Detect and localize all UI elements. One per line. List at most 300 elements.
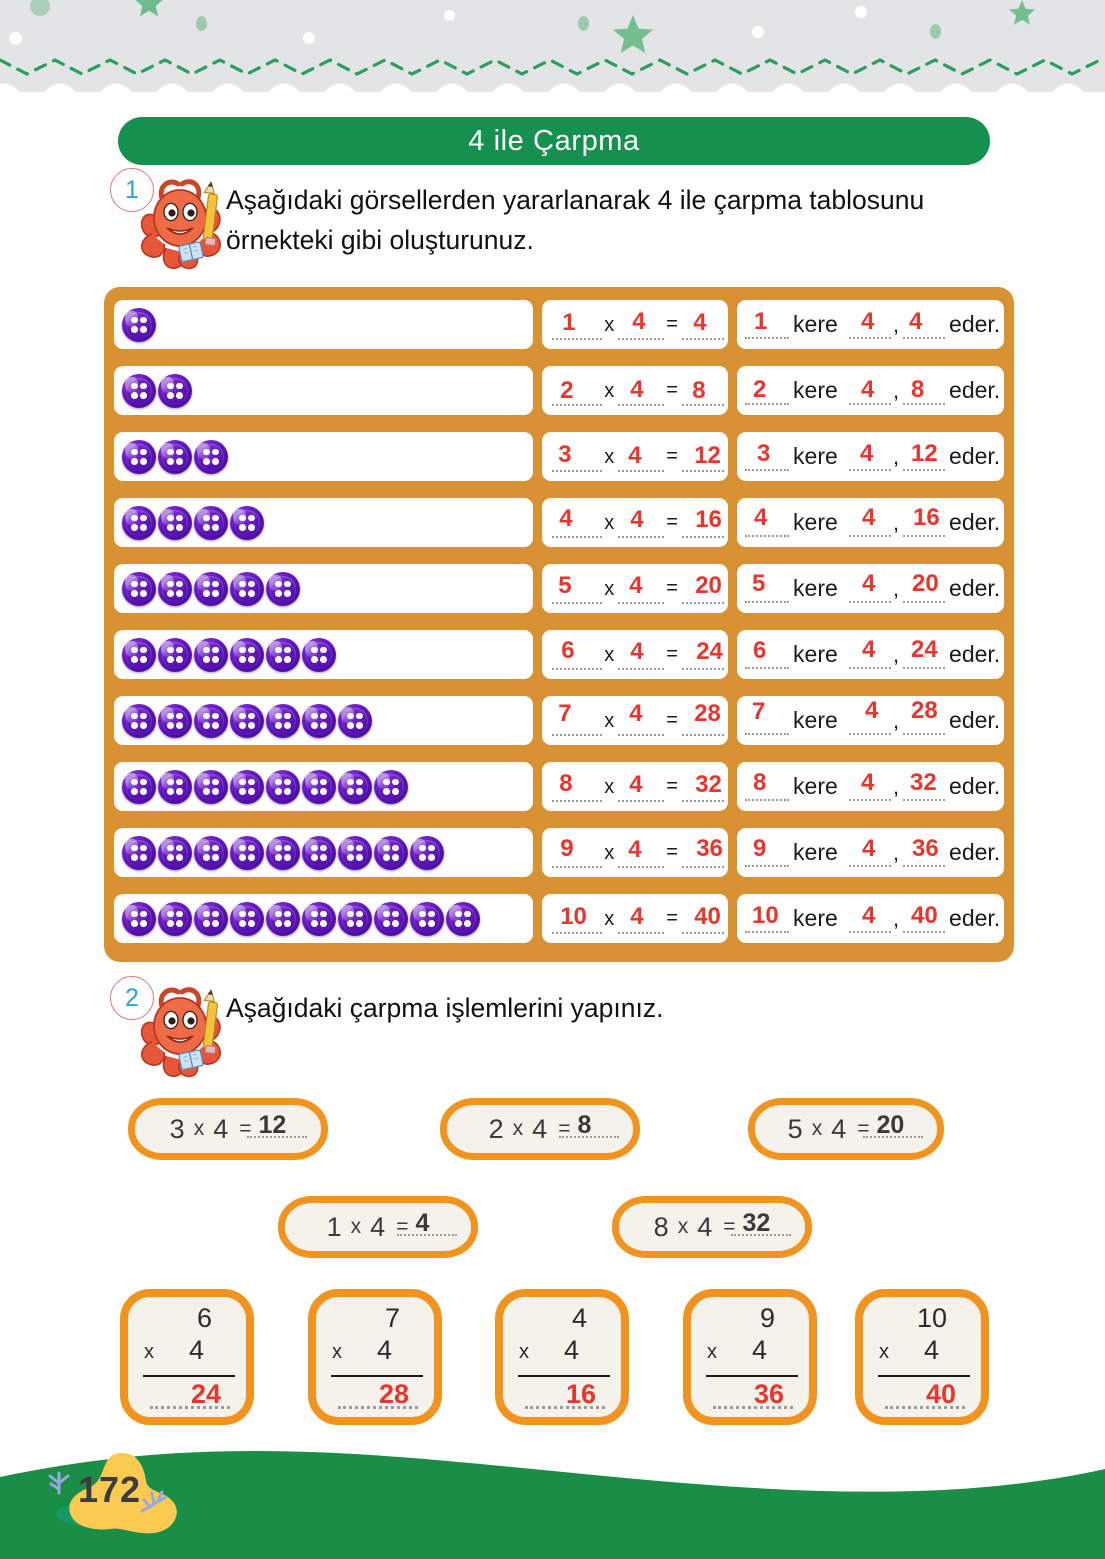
dot-decoration <box>855 6 867 18</box>
button-holes <box>167 779 183 795</box>
comma-symbol: , <box>893 312 900 337</box>
mascot-container-1 <box>104 172 226 272</box>
purple-button-counter-icon <box>410 902 444 936</box>
sentence-multiplier: 4 <box>862 835 876 862</box>
page-title: 4 ile Çarpma <box>468 124 640 157</box>
equation-cell[interactable] <box>542 366 728 415</box>
bubble-times-symbol: x <box>811 1117 823 1140</box>
word-eder: eder. <box>949 839 1001 865</box>
equation-factor: 8 <box>559 770 573 797</box>
sum-times-symbol: x <box>144 1341 154 1363</box>
bubble-equals-symbol: = <box>239 1117 252 1140</box>
word-eder: eder. <box>949 377 1001 403</box>
purple-button-counter-icon <box>230 638 264 672</box>
equals-symbol: = <box>666 907 678 929</box>
bubble-factor-a: 3 <box>169 1113 185 1144</box>
sentence-cell[interactable] <box>737 498 1004 547</box>
word-kere: kere <box>793 905 838 931</box>
word-eder: eder. <box>949 311 1001 337</box>
equation-multiplier: 4 <box>629 572 643 599</box>
equation-cell[interactable] <box>542 894 728 943</box>
multiply-symbol: x <box>604 512 615 534</box>
word-kere: kere <box>793 641 838 667</box>
decorative-header-band <box>0 0 1105 92</box>
button-holes <box>131 911 147 927</box>
button-holes <box>167 647 183 663</box>
button-holes <box>131 317 147 333</box>
equation-product: 12 <box>694 442 721 469</box>
button-holes <box>311 647 327 663</box>
button-holes <box>167 845 183 861</box>
purple-button-counter-icon <box>194 572 228 606</box>
sum-second-number: 4 <box>563 1335 579 1365</box>
multiply-symbol: x <box>604 842 615 864</box>
comma-symbol: , <box>893 378 900 403</box>
button-holes <box>203 581 219 597</box>
button-holes <box>347 713 363 729</box>
vertical-multiplication-card[interactable] <box>308 1289 442 1425</box>
bubble-equals-symbol: = <box>723 1215 736 1238</box>
sum-second-number: 4 <box>923 1335 939 1365</box>
sum-top-number: 10 <box>916 1303 947 1333</box>
purple-button-counter-icon <box>122 902 156 936</box>
button-holes <box>203 911 219 927</box>
sentence-factor: 8 <box>753 769 767 796</box>
sum-second-number: 4 <box>376 1335 392 1365</box>
equation-multiplier: 4 <box>632 308 646 335</box>
bubble-factor-a: 8 <box>653 1211 669 1242</box>
multiplication-bubble[interactable] <box>278 1196 478 1258</box>
bubble-times-symbol: x <box>512 1117 524 1140</box>
button-holes <box>131 647 147 663</box>
equation-multiplier: 4 <box>630 506 644 533</box>
equation-product: 40 <box>694 903 721 930</box>
star-icon <box>132 0 166 20</box>
dot-decoration <box>196 16 207 31</box>
word-kere: kere <box>793 443 838 469</box>
button-holes <box>275 845 291 861</box>
equation-multiplier: 4 <box>630 638 644 665</box>
purple-button-counter-icon <box>122 836 156 870</box>
multiply-symbol: x <box>604 908 615 930</box>
equals-symbol: = <box>666 841 678 863</box>
equation-multiplier: 4 <box>629 700 643 727</box>
purple-button-counter-icon <box>302 638 336 672</box>
equation-factor: 7 <box>558 700 572 727</box>
equation-factor: 3 <box>558 441 572 468</box>
equation-cell[interactable] <box>542 828 728 877</box>
sentence-product: 12 <box>911 440 938 467</box>
purple-button-counter-icon <box>122 374 156 408</box>
equals-symbol: = <box>666 379 678 401</box>
word-kere: kere <box>793 575 838 601</box>
equation-multiplier: 4 <box>630 376 644 403</box>
purple-button-counter-icon <box>446 902 480 936</box>
sum-divider-line <box>331 1375 423 1377</box>
table-row <box>114 560 1004 617</box>
equation-cell[interactable] <box>542 630 728 679</box>
purple-button-counter-icon <box>122 704 156 738</box>
equation-factor: 2 <box>560 377 574 404</box>
sum-dotted-line <box>713 1406 793 1409</box>
purple-button-counter-icon <box>266 704 300 738</box>
button-holes <box>167 449 183 465</box>
dot-decoration <box>303 32 315 44</box>
button-holes <box>239 713 255 729</box>
button-holes <box>275 713 291 729</box>
bubble-factor-b: 4 <box>831 1113 847 1144</box>
bubble-times-symbol: x <box>193 1117 205 1140</box>
instruction-text-1: Aşağıdaki görsellerden yararlanarak 4 ile çarpma tablosunu örnekteki gibi oluşturunuz. <box>226 185 925 255</box>
button-holes <box>203 449 219 465</box>
leaf-decoration <box>44 1467 74 1497</box>
counters-cell <box>114 762 533 811</box>
button-holes <box>311 845 327 861</box>
sentence-multiplier: 4 <box>861 769 875 796</box>
equation-factor: 10 <box>560 903 587 930</box>
button-holes <box>167 581 183 597</box>
purple-button-counter-icon <box>302 902 336 936</box>
vertical-multiplication-card[interactable] <box>495 1289 629 1425</box>
multiply-symbol: x <box>604 578 615 600</box>
sum-top-number: 6 <box>196 1303 212 1333</box>
purple-button-counter-icon <box>194 704 228 738</box>
sentence-factor: 5 <box>752 570 766 597</box>
purple-button-counter-icon <box>194 506 228 540</box>
purple-button-counter-icon <box>230 770 264 804</box>
word-eder: eder. <box>949 707 1001 733</box>
button-holes <box>419 911 435 927</box>
purple-button-counter-icon <box>158 638 192 672</box>
equation-product: 24 <box>696 638 723 665</box>
equation-multiplier: 4 <box>629 771 643 798</box>
equals-symbol: = <box>666 577 678 599</box>
button-holes <box>419 845 435 861</box>
equation-factor: 4 <box>559 505 573 532</box>
sentence-product: 28 <box>911 697 938 724</box>
equation-product: 32 <box>695 771 722 798</box>
equation-cell[interactable] <box>542 498 728 547</box>
equation-cell[interactable] <box>542 696 728 745</box>
word-kere: kere <box>793 509 838 535</box>
word-kere: kere <box>793 311 838 337</box>
multiplication-bubble[interactable] <box>612 1196 812 1258</box>
sentence-cell[interactable] <box>737 432 1004 481</box>
sum-times-symbol: x <box>332 1341 342 1363</box>
dot-decoration <box>578 16 589 31</box>
button-holes <box>131 779 147 795</box>
word-eder: eder. <box>949 575 1001 601</box>
exercise-number-badge-1 <box>110 168 154 212</box>
table-row <box>114 494 1004 551</box>
button-holes <box>239 911 255 927</box>
sum-answer: 40 <box>925 1379 956 1409</box>
counters-cell <box>114 300 533 349</box>
button-holes <box>203 779 219 795</box>
multiplication-table <box>104 287 1014 962</box>
purple-button-counter-icon <box>266 770 300 804</box>
counters-cell <box>114 696 533 745</box>
counters-cell <box>114 498 533 547</box>
page-number: 172 <box>78 1469 142 1510</box>
equation-cell[interactable] <box>542 300 728 349</box>
sum-top-number: 7 <box>384 1303 400 1333</box>
sentence-product: 4 <box>909 308 923 335</box>
multiply-symbol: x <box>604 314 615 336</box>
equation-product: 36 <box>696 835 723 862</box>
sentence-factor: 10 <box>752 902 779 929</box>
table-row <box>114 824 1004 881</box>
sentence-multiplier: 4 <box>862 570 876 597</box>
button-holes <box>383 845 399 861</box>
multiplication-bubble[interactable] <box>128 1098 328 1160</box>
button-holes <box>275 647 291 663</box>
multiply-symbol: x <box>604 446 615 468</box>
vertical-multiplication-card[interactable] <box>683 1289 817 1425</box>
equation-factor: 5 <box>558 572 572 599</box>
sum-answer: 16 <box>565 1379 596 1409</box>
purple-button-counter-icon <box>266 902 300 936</box>
purple-button-counter-icon <box>230 902 264 936</box>
word-eder: eder. <box>949 905 1001 931</box>
sentence-product: 8 <box>911 376 925 403</box>
bubble-factor-b: 4 <box>370 1211 386 1242</box>
vertical-multiplication-card[interactable] <box>120 1289 254 1425</box>
exercise-number-1: 1 <box>125 175 139 204</box>
page-footer <box>0 1429 1105 1559</box>
purple-button-counter-icon <box>158 902 192 936</box>
word-kere: kere <box>793 377 838 403</box>
answer-dotted-line <box>559 1136 619 1138</box>
bubble-times-symbol: x <box>677 1215 689 1238</box>
sentence-product: 40 <box>911 902 938 929</box>
sum-answer: 24 <box>190 1379 221 1409</box>
sentence-multiplier: 4 <box>861 308 875 335</box>
sum-dotted-line <box>150 1406 230 1409</box>
comma-symbol: , <box>893 840 900 865</box>
bubble-times-symbol: x <box>350 1215 362 1238</box>
sentence-factor: 2 <box>753 376 767 403</box>
sum-answer: 36 <box>753 1379 784 1409</box>
purple-button-counter-icon <box>122 440 156 474</box>
table-row <box>114 890 1004 947</box>
purple-button-counter-icon <box>302 704 336 738</box>
button-holes <box>239 515 255 531</box>
button-holes <box>131 383 147 399</box>
answer-dotted-line <box>731 1234 791 1236</box>
equals-symbol: = <box>666 313 678 335</box>
sentence-cell[interactable] <box>737 564 1004 613</box>
purple-button-counter-icon <box>194 836 228 870</box>
multiply-symbol: x <box>604 380 615 402</box>
comma-symbol: , <box>893 444 900 469</box>
purple-button-counter-icon <box>374 770 408 804</box>
button-holes <box>203 647 219 663</box>
button-holes <box>311 911 327 927</box>
purple-button-counter-icon <box>194 440 228 474</box>
button-holes <box>455 911 471 927</box>
comma-symbol: , <box>893 774 900 799</box>
sentence-cell[interactable] <box>737 696 1004 745</box>
sentence-cell[interactable] <box>737 366 1004 415</box>
button-holes <box>167 911 183 927</box>
equation-cell[interactable] <box>542 762 728 811</box>
multiply-symbol: x <box>604 710 615 732</box>
purple-button-counter-icon <box>158 704 192 738</box>
sum-answer: 28 <box>378 1379 409 1409</box>
purple-button-counter-icon <box>338 902 372 936</box>
comma-symbol: , <box>893 708 900 733</box>
sum-times-symbol: x <box>707 1341 717 1363</box>
table-row <box>114 758 1004 815</box>
mascot-container-2 <box>104 980 226 1080</box>
multiplication-bubble[interactable] <box>440 1098 640 1160</box>
sum-second-number: 4 <box>751 1335 767 1365</box>
purple-button-counter-icon <box>338 836 372 870</box>
equals-symbol: = <box>666 775 678 797</box>
purple-button-counter-icon <box>122 770 156 804</box>
sentence-cell[interactable] <box>737 762 1004 811</box>
sum-divider-line <box>706 1375 798 1377</box>
bubble-equals-symbol: = <box>396 1215 409 1238</box>
sentence-product: 36 <box>912 835 939 862</box>
bubble-answer: 20 <box>876 1110 905 1139</box>
purple-button-counter-icon <box>122 638 156 672</box>
comma-symbol: , <box>893 906 900 931</box>
equation-product: 20 <box>695 572 722 599</box>
vertical-multiplication-card[interactable] <box>855 1289 989 1425</box>
purple-button-counter-icon <box>158 506 192 540</box>
equals-symbol: = <box>666 709 678 731</box>
sentence-factor: 3 <box>757 440 771 467</box>
purple-button-counter-icon <box>374 836 408 870</box>
purple-button-counter-icon <box>230 836 264 870</box>
button-holes <box>203 845 219 861</box>
purple-button-counter-icon <box>266 638 300 672</box>
purple-button-counter-icon <box>158 374 192 408</box>
button-holes <box>203 713 219 729</box>
sentence-multiplier: 4 <box>865 697 879 724</box>
button-holes <box>167 713 183 729</box>
dot-decoration <box>752 26 764 38</box>
sum-divider-line <box>143 1375 235 1377</box>
bubble-equals-symbol: = <box>558 1117 571 1140</box>
sentence-product: 20 <box>912 570 939 597</box>
bubble-answer: 12 <box>258 1110 287 1139</box>
word-kere: kere <box>793 707 838 733</box>
button-holes <box>275 581 291 597</box>
page-title-banner <box>118 117 990 165</box>
purple-button-counter-icon <box>266 836 300 870</box>
exercise-number-badge-2 <box>110 976 154 1020</box>
bubble-factor-b: 4 <box>532 1113 548 1144</box>
word-eder: eder. <box>949 773 1001 799</box>
purple-button-counter-icon <box>410 836 444 870</box>
button-holes <box>167 515 183 531</box>
word-kere: kere <box>793 773 838 799</box>
sentence-cell[interactable] <box>737 630 1004 679</box>
equation-factor: 6 <box>561 637 575 664</box>
equals-symbol: = <box>666 643 678 665</box>
bubble-answer: 4 <box>415 1208 430 1237</box>
word-kere: kere <box>793 839 838 865</box>
equation-factor: 1 <box>562 309 576 336</box>
button-holes <box>131 845 147 861</box>
sentence-cell[interactable] <box>737 894 1004 943</box>
table-row <box>114 428 1004 485</box>
button-holes <box>167 383 183 399</box>
sum-divider-line <box>878 1375 970 1377</box>
purple-button-counter-icon <box>230 704 264 738</box>
answer-dotted-line <box>247 1136 307 1138</box>
equation-product: 8 <box>692 377 706 404</box>
button-holes <box>311 713 327 729</box>
button-holes <box>131 581 147 597</box>
dot-decoration <box>30 0 50 16</box>
scalloped-edge <box>0 77 1105 92</box>
sentence-multiplier: 4 <box>862 902 876 929</box>
exercise-number-2: 2 <box>125 983 139 1012</box>
table-row <box>114 296 1004 353</box>
button-holes <box>383 779 399 795</box>
equation-cell[interactable] <box>542 564 728 613</box>
equation-multiplier: 4 <box>628 836 642 863</box>
equation-product: 4 <box>693 309 707 336</box>
sum-dotted-line <box>338 1406 418 1409</box>
word-eder: eder. <box>949 443 1001 469</box>
sentence-factor: 7 <box>752 698 766 725</box>
counters-cell <box>114 366 533 415</box>
purple-button-counter-icon <box>302 836 336 870</box>
bubble-factor-b: 4 <box>697 1211 713 1242</box>
counters-cell <box>114 828 533 877</box>
sentence-product: 32 <box>910 769 937 796</box>
button-holes <box>347 779 363 795</box>
purple-button-counter-icon <box>194 770 228 804</box>
purple-button-counter-icon <box>230 572 264 606</box>
sentence-product: 16 <box>913 504 940 531</box>
sum-second-number: 4 <box>188 1335 204 1365</box>
answer-dotted-line <box>397 1234 457 1236</box>
star-icon <box>1007 0 1037 28</box>
sum-top-number: 9 <box>759 1303 775 1333</box>
star-icon <box>610 12 656 58</box>
instruction-block-1 <box>104 172 1024 272</box>
sum-dotted-line <box>525 1406 605 1409</box>
sentence-cell[interactable] <box>737 300 1004 349</box>
purple-button-counter-icon <box>158 572 192 606</box>
multiplication-bubble[interactable] <box>748 1098 944 1160</box>
equation-cell[interactable] <box>542 432 728 481</box>
counters-cell <box>114 630 533 679</box>
equation-factor: 9 <box>560 835 574 862</box>
purple-button-counter-icon <box>374 902 408 936</box>
sentence-factor: 1 <box>754 308 768 335</box>
multiply-symbol: x <box>604 776 615 798</box>
sentence-factor: 6 <box>753 637 767 664</box>
purple-button-counter-icon <box>338 770 372 804</box>
equation-multiplier: 4 <box>630 903 644 930</box>
button-holes <box>131 515 147 531</box>
sentence-factor: 9 <box>753 835 767 862</box>
word-eder: eder. <box>949 641 1001 667</box>
sum-times-symbol: x <box>879 1341 889 1363</box>
dot-decoration <box>9 32 22 45</box>
sentence-cell[interactable] <box>737 828 1004 877</box>
purple-button-counter-icon <box>122 308 156 342</box>
equation-multiplier: 4 <box>628 442 642 469</box>
button-holes <box>239 779 255 795</box>
